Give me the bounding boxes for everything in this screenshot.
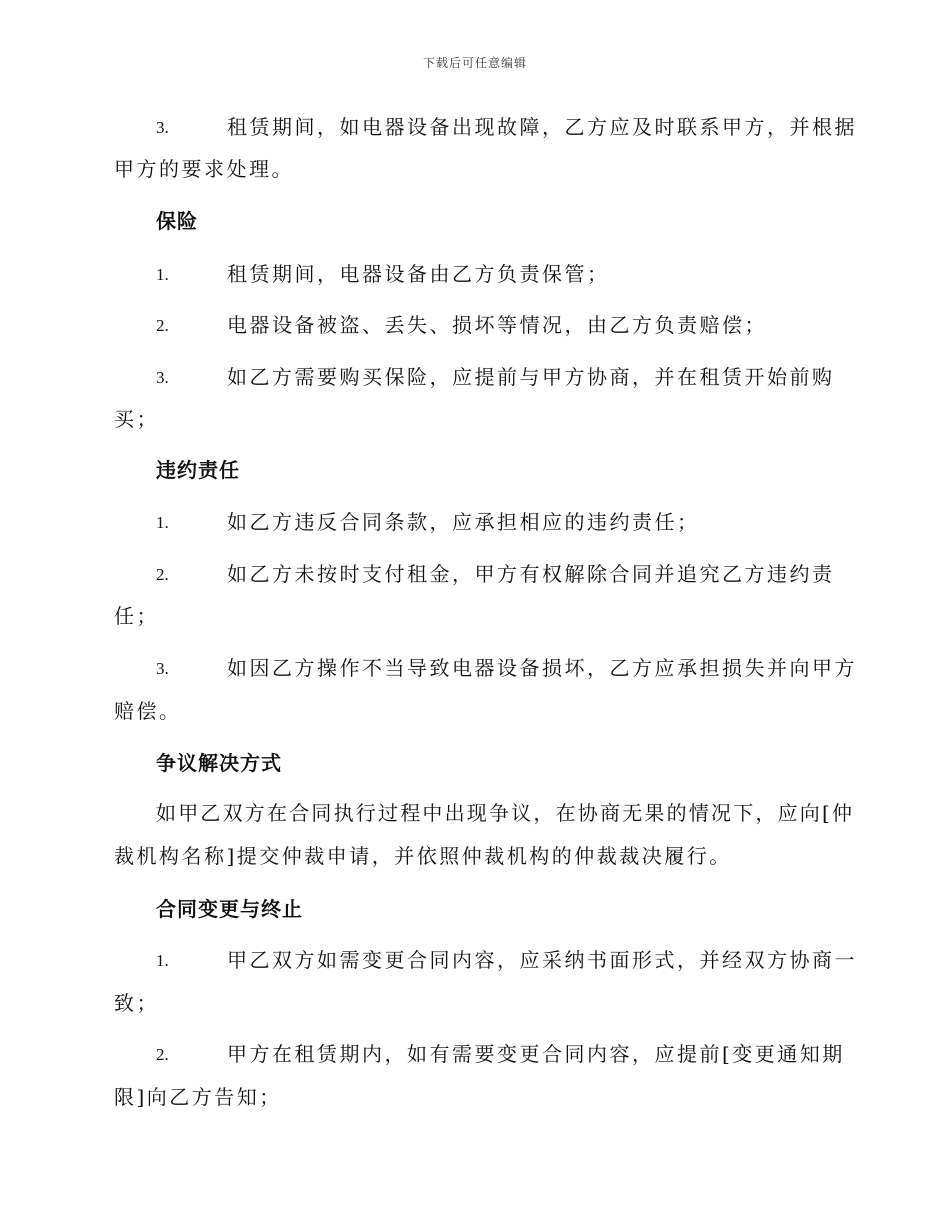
item-text-line: 赔偿。	[114, 699, 182, 723]
item-text-line: 买；	[114, 407, 159, 431]
section-heading-dispute: 争议解决方式	[156, 751, 282, 775]
item-number: 2.	[156, 316, 169, 335]
item-number: 3.	[156, 118, 169, 137]
paragraph-text-line: 裁机构名称]提交仲裁申请，并依照仲裁机构的仲裁裁决履行。	[114, 844, 732, 868]
section-heading-breach: 违约责任	[156, 458, 240, 482]
section-heading-amendment: 合同变更与终止	[156, 897, 303, 921]
item-text-line: 甲乙双方如需变更合同内容，应采纳书面形式，并经双方协商一	[227, 948, 857, 972]
item-text-line: 限]向乙方告知；	[114, 1085, 282, 1109]
item-number: 1.	[156, 513, 169, 532]
item-text-line: 甲方的要求处理。	[114, 157, 294, 181]
item-number: 1.	[156, 951, 169, 970]
item-text-line: 如乙方需要购买保险，应提前与甲方协商，并在租赁开始前购	[227, 365, 835, 389]
item-text-line: 致；	[114, 991, 159, 1015]
section-heading-insurance: 保险	[156, 209, 198, 233]
item-text-line: 如乙方违反合同条款，应承担相应的违约责任；	[227, 510, 700, 534]
item-text-line: 租赁期间，如电器设备出现故障，乙方应及时联系甲方，并根据	[227, 115, 857, 139]
item-number: 3.	[156, 368, 169, 387]
item-text-line: 如乙方未按时支付租金，甲方有权解除合同并追究乙方违约责	[227, 562, 835, 586]
item-text-line: 租赁期间，电器设备由乙方负责保管；	[227, 262, 610, 286]
item-text-line: 任；	[114, 604, 159, 628]
item-number: 2.	[156, 565, 169, 584]
item-number: 1.	[156, 265, 169, 284]
item-text-line: 甲方在租赁期内，如有需要变更合同内容，应提前[变更通知期	[227, 1042, 845, 1066]
page-header-note: 下载后可任意编辑	[422, 56, 527, 70]
item-number: 3.	[156, 659, 169, 678]
item-number: 2.	[156, 1045, 169, 1064]
paragraph-text-line: 如甲乙双方在合同执行过程中出现争议，在协商无果的情况下，应向[仲	[156, 801, 855, 825]
item-text-line: 电器设备被盗、丢失、损坏等情况，由乙方负责赔偿；	[227, 313, 767, 337]
item-text-line: 如因乙方操作不当导致电器设备损坏，乙方应承担损失并向甲方	[227, 656, 857, 680]
